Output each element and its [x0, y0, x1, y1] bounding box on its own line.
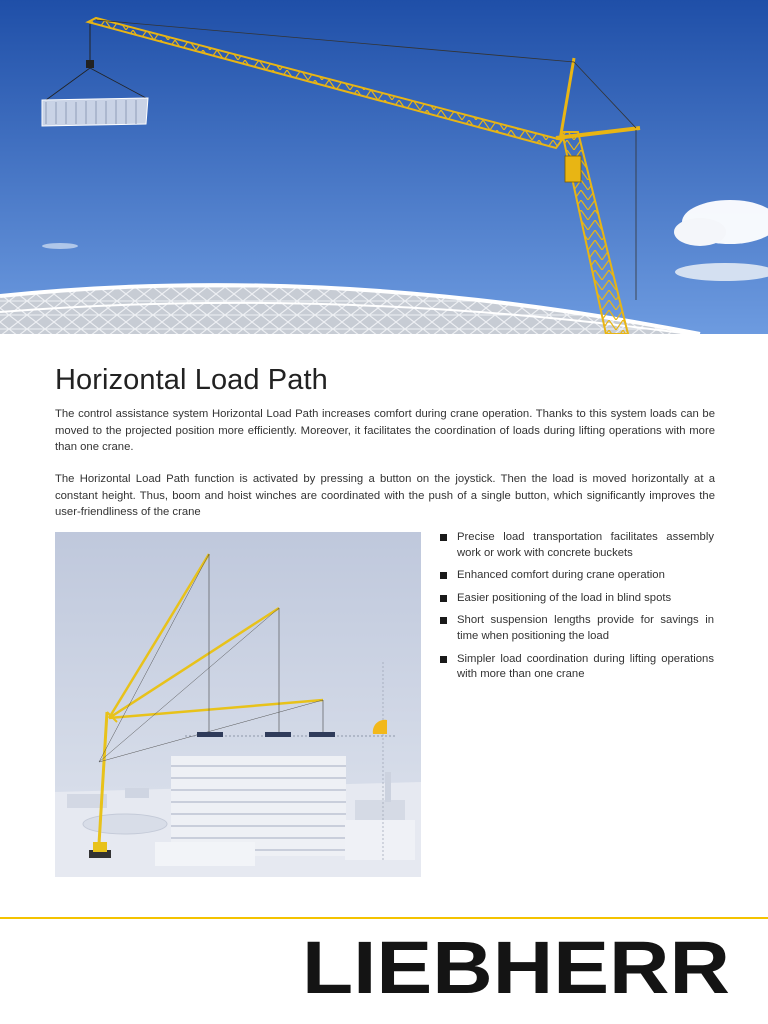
crane-stadium-illustration	[0, 0, 768, 334]
horizontal-load-path-rendering	[55, 532, 421, 877]
bullet-square-icon	[440, 656, 447, 663]
footer-accent-rule	[0, 917, 768, 919]
list-item	[440, 613, 714, 644]
list-item	[440, 591, 714, 607]
list-item	[440, 652, 714, 683]
brand-name: LIEBHERR	[302, 937, 730, 999]
bullet-square-icon	[440, 534, 447, 541]
list-item-text: Easier positioning of the load in blind spots	[457, 591, 672, 604]
feature-list	[440, 530, 714, 690]
bullet-square-icon	[440, 572, 447, 579]
liebherr-wordmark	[300, 937, 732, 999]
list-item-text: Simpler load coordination during lifting operations with more than one crane	[457, 652, 714, 681]
bullet-square-icon	[440, 595, 447, 602]
hero-photo	[0, 0, 768, 334]
liebherr-logo	[300, 937, 732, 999]
page-title: Horizontal Load Path	[55, 364, 328, 396]
list-item-text: Short suspension lengths provide for savings in time when positioning the load	[457, 614, 714, 642]
crane-positions-diagram	[55, 532, 421, 877]
bullet-square-icon	[440, 617, 447, 624]
list-item-text: Enhanced comfort during crane operation	[457, 569, 665, 582]
function-paragraph: The Horizontal Load Path function is activated by pressing a button on the joystick. Then the load is moved horizontally at a constant height. Thus, boom and hoist winches are coordinated with the push of a single button, which significantly improves the user-friendliness of the crane	[55, 473, 715, 518]
list-item	[440, 530, 714, 561]
list-item	[440, 568, 714, 584]
list-item-text: Precise load transportation facilitates assembly work or work with concrete buckets	[457, 531, 714, 559]
intro-paragraph: The control assistance system Horizontal Load Path increases comfort during crane operation. Thanks to this system loads can be moved to the projected position more efficiently. Moreover, it facilitates the coordination of loads during lifting operations with more than one crane.	[55, 408, 715, 453]
